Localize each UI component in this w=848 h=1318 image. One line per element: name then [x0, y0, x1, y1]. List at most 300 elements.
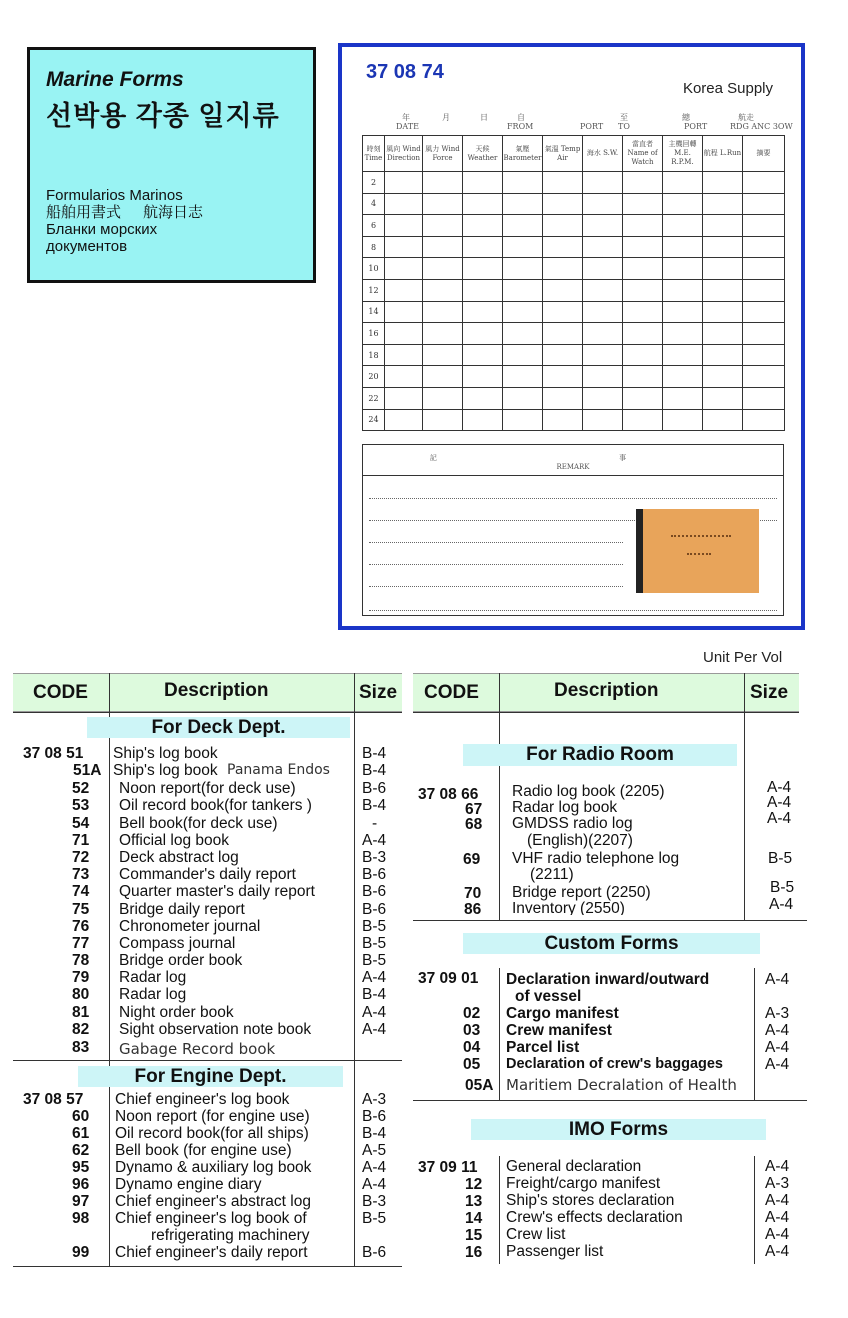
imo-code: 37 09 11: [418, 1159, 478, 1176]
title-block: [27, 47, 316, 283]
log-cell: [703, 236, 743, 258]
log-cell: [663, 215, 703, 237]
radio-code: 86: [464, 901, 482, 918]
log-col: 天候 Weather: [463, 136, 503, 172]
deck-desc: Compass journal: [119, 935, 236, 952]
engine-size: B-6: [362, 1108, 387, 1125]
deck-size: B-6: [362, 780, 387, 797]
log-header-to-cjk: 至: [620, 113, 628, 122]
imo-desc: Freight/cargo manifest: [506, 1175, 661, 1192]
log-cell: [583, 236, 623, 258]
right-rule: [413, 1100, 807, 1101]
engine-code: 95: [72, 1159, 90, 1176]
remark-line: [369, 610, 777, 611]
log-row: [363, 279, 785, 301]
imo-desc: Ship's stores declaration: [506, 1192, 675, 1209]
title-russian-1: Бланки морских: [46, 221, 158, 238]
log-cell: [543, 258, 583, 280]
log-cell: [385, 409, 423, 431]
log-col: 氣壓 Barometer: [503, 136, 543, 172]
radio-desc: Inventory (2550): [512, 900, 625, 915]
imo-desc: Passenger list: [506, 1243, 604, 1260]
deck-code: 78: [72, 952, 90, 969]
remark-cjk: 記 事: [429, 454, 717, 462]
log-cell: [663, 409, 703, 431]
remark-label: REMARK: [556, 463, 590, 471]
log-cell: [543, 193, 583, 215]
log-cell: [743, 258, 785, 280]
custom-desc: Parcel list: [506, 1039, 580, 1056]
log-cell: [663, 301, 703, 323]
section-radio-title: For Radio Room: [463, 744, 737, 766]
imo-size: A-4: [765, 1226, 790, 1243]
log-cell: [743, 301, 785, 323]
log-row: [363, 193, 785, 215]
log-cell: [503, 193, 543, 215]
log-cell: [423, 301, 463, 323]
left-rule: [13, 1266, 402, 1267]
right-divider: [499, 673, 500, 920]
log-cell: [385, 344, 423, 366]
section-imo-title: IMO Forms: [471, 1119, 766, 1140]
engine-desc: Dynamo & auxiliary log book: [115, 1159, 312, 1176]
log-cell: [583, 344, 623, 366]
log-cell: [423, 193, 463, 215]
deck-desc-extra: Panama Endos: [227, 762, 330, 778]
log-row: [363, 387, 785, 409]
title-english: Marine Forms: [46, 68, 184, 91]
log-hour: 4: [363, 193, 385, 215]
deck-desc: Noon report(for deck use): [119, 780, 296, 797]
engine-code: 96: [72, 1176, 90, 1193]
custom-code: 05: [463, 1056, 481, 1073]
right-description-header: Description: [554, 680, 659, 701]
custom-size: A-3: [765, 1005, 790, 1022]
log-cell: [663, 193, 703, 215]
log-cell: [463, 193, 503, 215]
log-hour: 6: [363, 215, 385, 237]
log-cell: [385, 236, 423, 258]
log-cell: [463, 366, 503, 388]
log-cell: [703, 215, 743, 237]
log-hour: 18: [363, 344, 385, 366]
deck-size: A-4: [362, 1021, 387, 1038]
custom-desc: Declaration inward/outward: [506, 971, 710, 988]
custom-code: 02: [463, 1005, 481, 1022]
custom-size: A-4: [765, 1022, 790, 1039]
left-description-header: Description: [164, 680, 269, 701]
log-hour: 10: [363, 258, 385, 280]
log-cell: [503, 387, 543, 409]
right-divider: [499, 1156, 500, 1264]
log-cell: [503, 236, 543, 258]
log-col: 海水 S.W.: [583, 136, 623, 172]
log-header-month: 月: [442, 113, 450, 122]
log-cell: [543, 387, 583, 409]
section-engine-title: For Engine Dept.: [78, 1066, 343, 1087]
deck-size: A-4: [362, 832, 387, 849]
log-cell: [463, 258, 503, 280]
right-divider: [744, 673, 745, 920]
log-cell: [743, 193, 785, 215]
log-cell: [543, 172, 583, 194]
log-col: 摘要: [743, 136, 785, 172]
log-cell: [623, 193, 663, 215]
engine-desc: Oil record book(for all ships): [115, 1125, 309, 1142]
deck-desc: Commander's daily report: [119, 866, 296, 883]
log-cell: [385, 258, 423, 280]
radio-size: A-4: [767, 810, 792, 827]
log-cell: [703, 172, 743, 194]
log-cell: [543, 344, 583, 366]
deck-code: 74: [72, 883, 90, 900]
log-cell: [385, 323, 423, 345]
log-cell: [463, 236, 503, 258]
deck-code: 73: [72, 866, 90, 883]
deck-size: B-4: [362, 762, 387, 779]
engine-desc: Dynamo engine diary: [115, 1176, 262, 1193]
log-cell: [663, 344, 703, 366]
log-cell: [463, 387, 503, 409]
left-rule: [13, 712, 402, 713]
log-cell: [583, 409, 623, 431]
log-cell: [623, 387, 663, 409]
left-table-header: [13, 673, 402, 712]
title-spanish: Formularios Marinos: [46, 187, 183, 204]
engine-code: 99: [72, 1244, 90, 1261]
log-header-port-1: PORT: [580, 122, 604, 131]
log-cell: [583, 301, 623, 323]
log-cell: [743, 344, 785, 366]
deck-size: B-4: [362, 986, 387, 1003]
left-rule: [13, 1060, 402, 1061]
deck-desc: Bell book(for deck use): [119, 815, 278, 832]
log-cell: [385, 215, 423, 237]
log-header-total-cjk: 總: [682, 113, 690, 122]
left-divider: [354, 673, 355, 1267]
radio-desc-cont: (English)(2207): [527, 832, 633, 849]
log-row: [363, 409, 785, 431]
imo-code: 13: [465, 1193, 483, 1210]
deck-desc: Chronometer journal: [119, 918, 261, 935]
log-cell: [703, 409, 743, 431]
deck-desc: Official log book: [119, 832, 229, 849]
engine-size: B-6: [362, 1244, 387, 1261]
log-row: [363, 172, 785, 194]
radio-size: B-5: [768, 850, 793, 867]
log-row: [363, 323, 785, 345]
radio-desc: VHF radio telephone log: [512, 850, 680, 867]
radio-size: A-4: [767, 794, 792, 811]
log-cell: [743, 279, 785, 301]
log-cell: [423, 344, 463, 366]
right-table-header: [413, 673, 799, 712]
log-cell: [385, 301, 423, 323]
title-japanese: [46, 204, 297, 221]
custom-desc: Declaration of crew's baggages: [506, 1056, 723, 1072]
engine-size: A-4: [362, 1176, 387, 1193]
log-header-from: FROM: [507, 122, 534, 131]
log-cell: [623, 215, 663, 237]
engine-code: 61: [72, 1125, 90, 1142]
custom-size: A-4: [765, 971, 790, 988]
log-cell: [743, 323, 785, 345]
title-japanese-2: 航海日志: [143, 204, 204, 221]
log-header-run-cjk: 航走: [738, 113, 754, 122]
log-cell: [663, 172, 703, 194]
log-hour: 20: [363, 366, 385, 388]
log-cell: [543, 215, 583, 237]
engine-code: 37 08 57: [23, 1091, 84, 1108]
right-divider: [499, 968, 500, 1100]
custom-code: 04: [463, 1039, 481, 1056]
engine-size: A-5: [362, 1142, 387, 1159]
deck-desc: Sight observation note book: [119, 1021, 312, 1038]
deck-size: B-5: [362, 952, 387, 969]
imo-size: A-4: [765, 1209, 790, 1226]
radio-code: 37 08 66: [418, 786, 479, 803]
log-cell: [583, 366, 623, 388]
log-cell: [703, 366, 743, 388]
custom-code: 03: [463, 1022, 481, 1039]
log-cell: [663, 366, 703, 388]
log-header-row: [363, 136, 785, 172]
log-header-year: 年: [402, 113, 410, 122]
log-cell: [503, 172, 543, 194]
deck-desc: Bridge daily report: [119, 901, 245, 918]
log-cell: [703, 193, 743, 215]
deck-desc: Bridge order book: [119, 952, 243, 969]
log-cell: [503, 279, 543, 301]
log-cell: [663, 279, 703, 301]
log-cell: [423, 323, 463, 345]
title-japanese-1: 船舶用書式: [46, 204, 122, 221]
custom-size: A-4: [765, 1039, 790, 1056]
log-row: [363, 258, 785, 280]
log-cell: [503, 215, 543, 237]
log-cell: [385, 279, 423, 301]
log-cell: [743, 236, 785, 258]
log-cell: [463, 215, 503, 237]
log-cell: [543, 279, 583, 301]
product-image: [338, 43, 805, 630]
engine-code: 60: [72, 1108, 90, 1125]
log-col: 氣溫 Temp Air: [543, 136, 583, 172]
logbook-cover-icon: [636, 509, 759, 593]
log-cell: [423, 172, 463, 194]
deck-code: 83: [72, 1039, 90, 1056]
deck-desc: Night order book: [119, 1004, 234, 1021]
deck-code: 76: [72, 918, 90, 935]
imo-code: 14: [465, 1210, 483, 1227]
log-cell: [503, 258, 543, 280]
log-cell: [503, 323, 543, 345]
left-divider: [109, 673, 110, 1267]
log-cell: [623, 409, 663, 431]
deck-size: B-6: [362, 901, 387, 918]
deck-desc: Ship's log book: [113, 745, 218, 762]
radio-desc: Radar log book: [512, 799, 618, 816]
custom-desc: Maritiem Decralation of Health: [506, 1076, 737, 1094]
engine-size: A-3: [362, 1091, 387, 1108]
left-code-header: CODE: [33, 682, 88, 703]
log-row: [363, 215, 785, 237]
log-cell: [583, 387, 623, 409]
log-hour: 14: [363, 301, 385, 323]
radio-desc: Radio log book (2205): [512, 783, 665, 800]
log-cell: [503, 344, 543, 366]
title-russian-2: документов: [46, 238, 128, 255]
log-header-day: 日: [480, 113, 488, 122]
engine-desc-cont: refrigerating machinery: [151, 1227, 310, 1244]
deck-code: 53: [72, 797, 90, 814]
log-header-rdg: RDG ANC 3OW: [730, 122, 793, 131]
log-row: [363, 344, 785, 366]
deck-size: B-3: [362, 849, 387, 866]
log-col: 時刻 Time: [363, 136, 385, 172]
radio-size: A-4: [769, 896, 794, 913]
log-cell: [583, 323, 623, 345]
log-cell: [663, 387, 703, 409]
log-cell: [623, 344, 663, 366]
deck-code: 71: [72, 832, 90, 849]
custom-desc-cont: of vessel: [515, 988, 582, 1005]
log-cell: [423, 236, 463, 258]
engine-size: B-5: [362, 1210, 387, 1227]
log-cell: [423, 366, 463, 388]
log-hour: 12: [363, 279, 385, 301]
deck-code: 77: [72, 935, 90, 952]
imo-size: A-4: [765, 1243, 790, 1260]
deck-desc: Gabage Record book: [119, 1040, 276, 1058]
log-cell: [543, 301, 583, 323]
deck-size: B-6: [362, 883, 387, 900]
radio-code: 68: [465, 816, 483, 833]
remark-line: [369, 542, 623, 543]
deck-code: 52: [72, 780, 90, 797]
deck-size: A-4: [362, 969, 387, 986]
radio-size: B-5: [770, 879, 795, 896]
deck-desc: Radar log: [119, 969, 187, 986]
imo-desc: Crew list: [506, 1226, 566, 1243]
log-cell: [703, 323, 743, 345]
left-size-header: Size: [359, 682, 398, 703]
imo-desc: General declaration: [506, 1158, 642, 1175]
log-cell: [543, 366, 583, 388]
log-cell: [543, 409, 583, 431]
radio-code: 67: [465, 801, 483, 818]
deck-desc: Deck abstract log: [119, 849, 239, 866]
log-cell: [623, 366, 663, 388]
log-grid: [362, 135, 785, 431]
deck-size: B-4: [362, 797, 387, 814]
deck-size: B-4: [362, 745, 387, 762]
log-header-to: TO: [618, 122, 630, 131]
radio-size: A-4: [767, 779, 792, 796]
log-cell: [623, 279, 663, 301]
log-hour: 24: [363, 409, 385, 431]
unit-label: Unit Per Vol: [703, 649, 783, 666]
radio-desc-cont: (2211): [530, 866, 574, 883]
log-col: 風力 Wind Force: [423, 136, 463, 172]
log-cell: [423, 279, 463, 301]
deck-size: -: [372, 815, 378, 832]
log-hour: 8: [363, 236, 385, 258]
deck-code: 80: [72, 986, 90, 1003]
log-cell: [743, 387, 785, 409]
custom-code: 05A: [465, 1077, 494, 1094]
log-col: 航程 L.Run: [703, 136, 743, 172]
log-cell: [385, 387, 423, 409]
log-cell: [623, 323, 663, 345]
log-cell: [743, 172, 785, 194]
log-cell: [743, 215, 785, 237]
log-hour: 16: [363, 323, 385, 345]
log-cell: [385, 366, 423, 388]
radio-desc: Bridge report (2250): [512, 884, 651, 901]
log-cell: [703, 279, 743, 301]
radio-code: 69: [463, 851, 481, 868]
engine-code: 98: [72, 1210, 90, 1227]
custom-code: 37 09 01: [418, 970, 479, 987]
remark-line: [369, 564, 623, 565]
log-cell: [503, 366, 543, 388]
log-cell: [385, 193, 423, 215]
imo-size: A-4: [765, 1158, 790, 1175]
log-hour: 22: [363, 387, 385, 409]
deck-desc: Radar log: [119, 986, 187, 1003]
log-cell: [463, 344, 503, 366]
deck-code: 72: [72, 849, 90, 866]
imo-size: A-4: [765, 1192, 790, 1209]
log-header-from-cjk: 自: [517, 113, 525, 122]
log-cell: [583, 279, 623, 301]
log-col: 風向 Wind Direction: [385, 136, 423, 172]
right-rule: [413, 920, 807, 921]
deck-code: 82: [72, 1021, 90, 1038]
log-cell: [743, 409, 785, 431]
custom-size: A-4: [765, 1056, 790, 1073]
deck-code: 81: [72, 1004, 90, 1021]
imo-code: 16: [465, 1244, 483, 1261]
deck-desc: Quarter master's daily report: [119, 883, 315, 900]
deck-code: 79: [72, 969, 90, 986]
log-cell: [423, 409, 463, 431]
log-cell: [463, 301, 503, 323]
right-size-header: Size: [750, 682, 789, 703]
log-hour: 2: [363, 172, 385, 194]
remark-header: [363, 445, 783, 476]
deck-size: B-5: [362, 918, 387, 935]
book-cover-line: [687, 553, 711, 555]
log-cell: [583, 193, 623, 215]
engine-size: B-3: [362, 1193, 387, 1210]
engine-code: 62: [72, 1142, 90, 1159]
deck-desc: Oil record book(for tankers ): [119, 797, 312, 814]
book-cover-line: [671, 535, 731, 537]
engine-code: 97: [72, 1193, 90, 1210]
log-cell: [663, 323, 703, 345]
engine-desc: Noon report (for engine use): [115, 1108, 310, 1125]
right-divider: [754, 968, 755, 1100]
title-korean: 선박용 각종 일지류: [46, 101, 280, 131]
log-cell: [703, 258, 743, 280]
log-cell: [583, 258, 623, 280]
right-rule: [413, 712, 799, 713]
log-cell: [543, 323, 583, 345]
log-row: [363, 366, 785, 388]
product-supplier: Korea Supply: [682, 80, 773, 97]
